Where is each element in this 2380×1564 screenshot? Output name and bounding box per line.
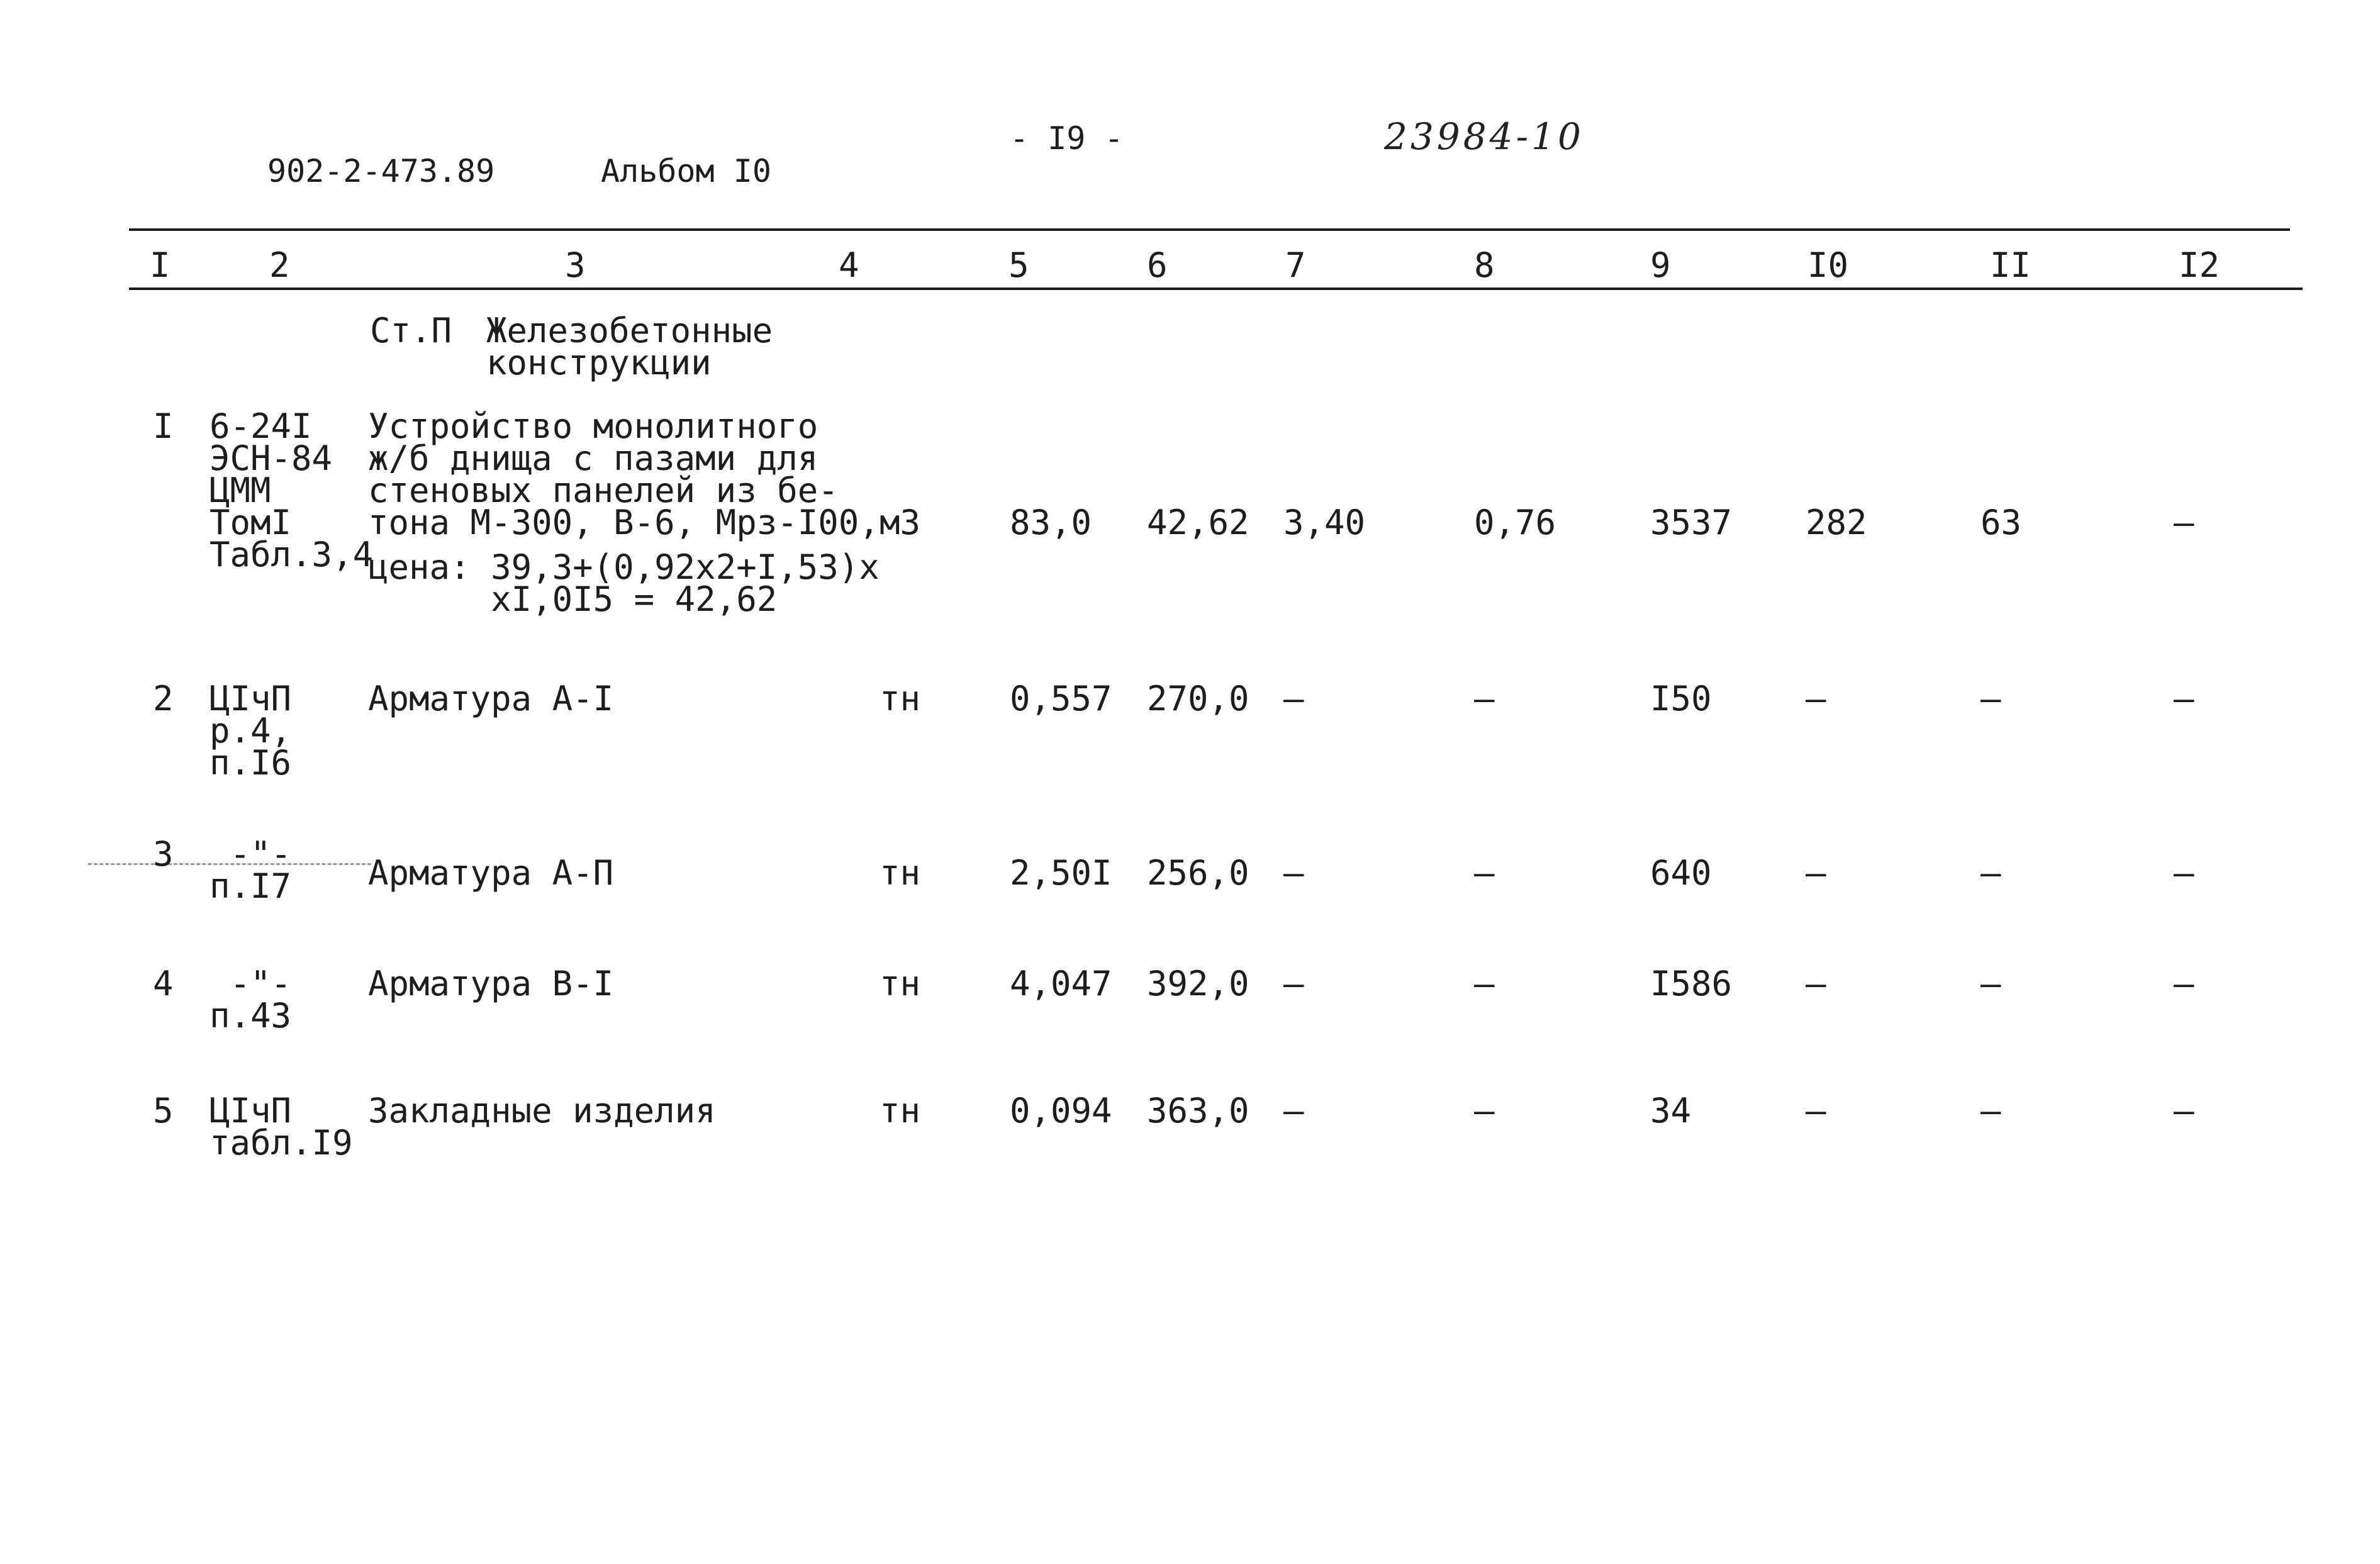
col7-value: – — [1283, 964, 1304, 1003]
col7-value: – — [1283, 1091, 1304, 1131]
col10-value: – — [1806, 853, 1826, 893]
col12-value: – — [2174, 964, 2194, 1003]
col10-value: 282 — [1806, 503, 1867, 542]
col12-value: – — [2174, 1091, 2194, 1131]
col11-value: – — [1981, 1091, 2001, 1131]
column-header: 5 — [1008, 245, 1029, 285]
col12-value: – — [2174, 503, 2194, 542]
document-code: 902-2-473.89 — [267, 153, 495, 189]
handwritten-inventory-number: 23984-10 — [1384, 115, 1584, 158]
col12-value: – — [2174, 679, 2194, 718]
row-number: I — [153, 406, 174, 446]
column-header: 3 — [565, 245, 586, 285]
column-header: 7 — [1285, 245, 1306, 285]
column-header: 2 — [269, 245, 290, 285]
column-header: 9 — [1650, 245, 1671, 285]
unit-price: 270,0 — [1147, 679, 1249, 718]
album-label: Альбом I0 — [601, 153, 771, 189]
col11-value: – — [1981, 679, 2001, 718]
col8-value: – — [1474, 679, 1495, 718]
unit: тн — [880, 964, 921, 1003]
row-number: 3 — [153, 834, 174, 874]
table-top-rule — [129, 228, 2290, 231]
unit: м3 — [880, 503, 921, 542]
col8-value: – — [1474, 1091, 1495, 1131]
col7-value: – — [1283, 853, 1304, 893]
unit: тн — [880, 679, 921, 718]
unit: тн — [880, 1091, 921, 1131]
work-name: Закладные изделия — [368, 1091, 716, 1131]
column-header: I — [150, 245, 170, 285]
col10-value: – — [1806, 964, 1826, 1003]
col8-value: – — [1474, 853, 1495, 893]
column-header: II — [1990, 245, 2031, 285]
work-name: Арматура А-П — [368, 853, 614, 893]
col11-value: 63 — [1981, 503, 2022, 542]
col10-value: – — [1806, 1091, 1826, 1131]
col9-value: 640 — [1650, 853, 1712, 893]
col8-value: 0,76 — [1474, 503, 1556, 542]
col7-value: – — [1283, 679, 1304, 718]
unit-price: 363,0 — [1147, 1091, 1249, 1131]
unit-price: 392,0 — [1147, 964, 1249, 1003]
column-header: I2 — [2179, 245, 2220, 285]
col7-value: 3,40 — [1283, 503, 1366, 542]
norm-basis: 6-24I ЭСН-84 ЦММ ТомI Табл.3,4 — [210, 406, 374, 574]
section-code: Ст.П — [370, 311, 452, 350]
quantity: 4,047 — [1010, 964, 1112, 1003]
work-name: Устройство монолитного ж/б днища с пазами для стеновых панелей из бе- тона М-300, В-6, Мрз-I00, — [368, 406, 880, 542]
work-name: Арматура А-I — [368, 679, 614, 718]
col9-value: I586 — [1650, 964, 1733, 1003]
row-number: 2 — [153, 679, 174, 718]
quantity: 0,094 — [1010, 1091, 1112, 1131]
table-header-bottom-rule — [129, 288, 2303, 290]
unit: тн — [880, 853, 921, 893]
column-header: 6 — [1147, 245, 1168, 285]
norm-basis: -"- п.I7 — [210, 834, 292, 906]
row-number: 5 — [153, 1091, 174, 1131]
row-number: 4 — [153, 964, 174, 1003]
norm-basis: ЦIчП табл.I9 — [210, 1091, 353, 1163]
col11-value: – — [1981, 964, 2001, 1003]
page-number: - I9 - — [1010, 120, 1124, 157]
section-name: Железобетонные конструкции — [486, 311, 773, 383]
unit-price: 256,0 — [1147, 853, 1249, 893]
column-header: I0 — [1807, 245, 1849, 285]
quantity: 83,0 — [1010, 503, 1092, 542]
col8-value: – — [1474, 964, 1495, 1003]
norm-basis: -"- п.43 — [210, 964, 292, 1036]
price-calculation-note: цена: 39,3+(0,92х2+I,53)х хI,0I5 = 42,62 — [368, 547, 880, 619]
quantity: 0,557 — [1010, 679, 1112, 718]
col12-value: – — [2174, 853, 2194, 893]
norm-basis: ЦIчП р.4, п.I6 — [210, 679, 292, 783]
col10-value: – — [1806, 679, 1826, 718]
quantity: 2,50I — [1010, 853, 1112, 893]
col9-value: 3537 — [1650, 503, 1733, 542]
column-header: 8 — [1474, 245, 1495, 285]
column-header: 4 — [839, 245, 859, 285]
unit-price: 42,62 — [1147, 503, 1249, 542]
col11-value: – — [1981, 853, 2001, 893]
work-name: Арматура В-I — [368, 964, 614, 1003]
col9-value: 34 — [1650, 1091, 1692, 1131]
col9-value: I50 — [1650, 679, 1712, 718]
